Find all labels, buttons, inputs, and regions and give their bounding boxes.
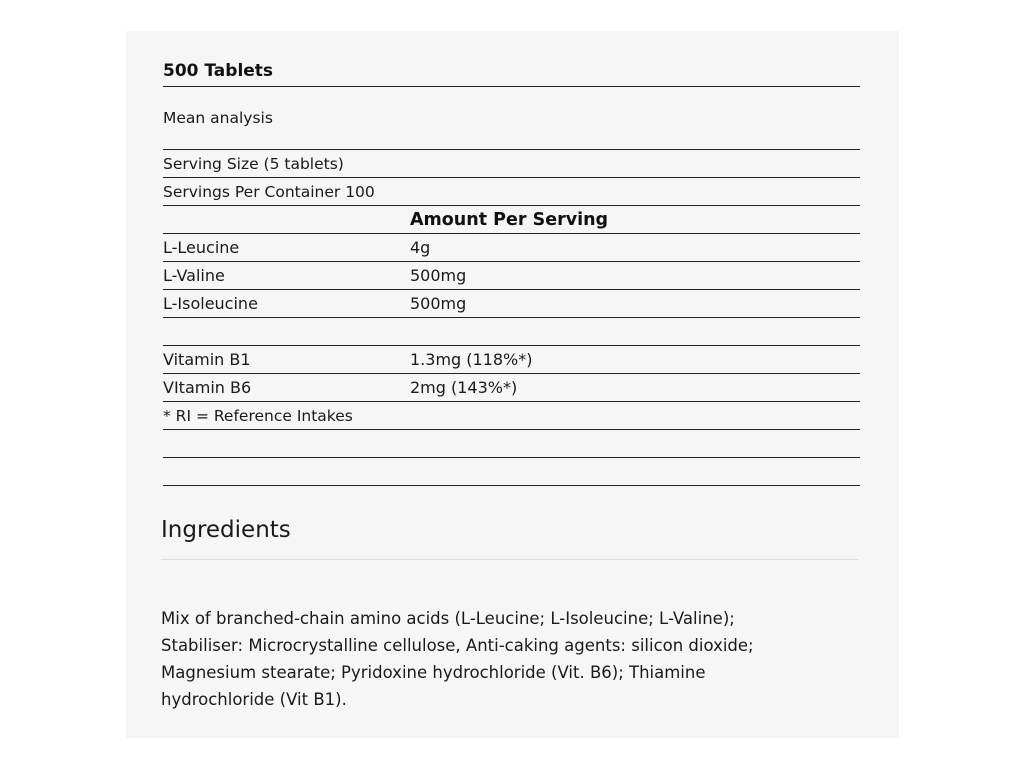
nutrition-title: 500 Tablets <box>163 60 860 87</box>
amount-header-row <box>163 206 860 234</box>
table-row <box>163 458 860 486</box>
nutrient-name: Vitamin B1 <box>163 350 251 369</box>
nutrient-amount <box>410 430 860 457</box>
table-row <box>163 262 860 290</box>
nutrient-amount: 500mg <box>410 266 467 285</box>
nutrient-name <box>163 318 410 345</box>
nutrient-name <box>163 458 410 485</box>
nutrition-subtitle: Mean analysis <box>163 87 860 150</box>
nutrient-name: L-Isoleucine <box>163 294 258 313</box>
table-row <box>163 318 860 346</box>
nutrition-table <box>163 60 860 486</box>
nutrient-amount <box>410 458 860 485</box>
nutrient-amount: 500mg <box>410 294 467 313</box>
product-details-panel <box>126 31 899 738</box>
table-row <box>163 234 860 262</box>
nutrient-amount <box>410 402 860 429</box>
table-row <box>163 346 860 374</box>
serving-size: Serving Size (5 tablets) <box>163 155 344 173</box>
nutrient-name: L-Valine <box>163 266 225 285</box>
table-row <box>163 430 860 458</box>
table-row <box>163 374 860 402</box>
ingredients-text: Mix of branched-chain amino acids (L-Leucine; L-Isoleucine; L-Valine); Stabiliser: Microcrystalline cellulose, Anti-caking agents: silicon dioxide; Magnesium stearate; Pyridoxine hydrochloride (Vit. B6); Thiamine hydrochloride (Vit B1). <box>161 609 754 709</box>
nutrient-amount: 2mg (143%*) <box>410 378 518 397</box>
servings-per-container-row <box>163 178 860 206</box>
nutrient-name: L-Leucine <box>163 238 240 257</box>
nutrient-amount: 4g <box>410 238 431 257</box>
nutrient-amount: 1.3mg (118%*) <box>410 350 533 369</box>
nutrient-name: VItamin B6 <box>163 378 252 397</box>
ingredients-title: Ingredients <box>161 512 858 560</box>
nutrient-name <box>163 430 410 457</box>
amount-per-serving-header: Amount Per Serving <box>410 210 609 230</box>
nutrient-amount <box>410 318 860 345</box>
serving-size-row <box>163 150 860 178</box>
table-row <box>163 290 860 318</box>
table-row <box>163 402 860 430</box>
ingredients-section <box>161 512 858 713</box>
header-spacer <box>163 206 410 233</box>
footnote: * RI = Reference Intakes <box>163 407 353 425</box>
servings-per-container: Servings Per Container 100 <box>163 183 375 201</box>
